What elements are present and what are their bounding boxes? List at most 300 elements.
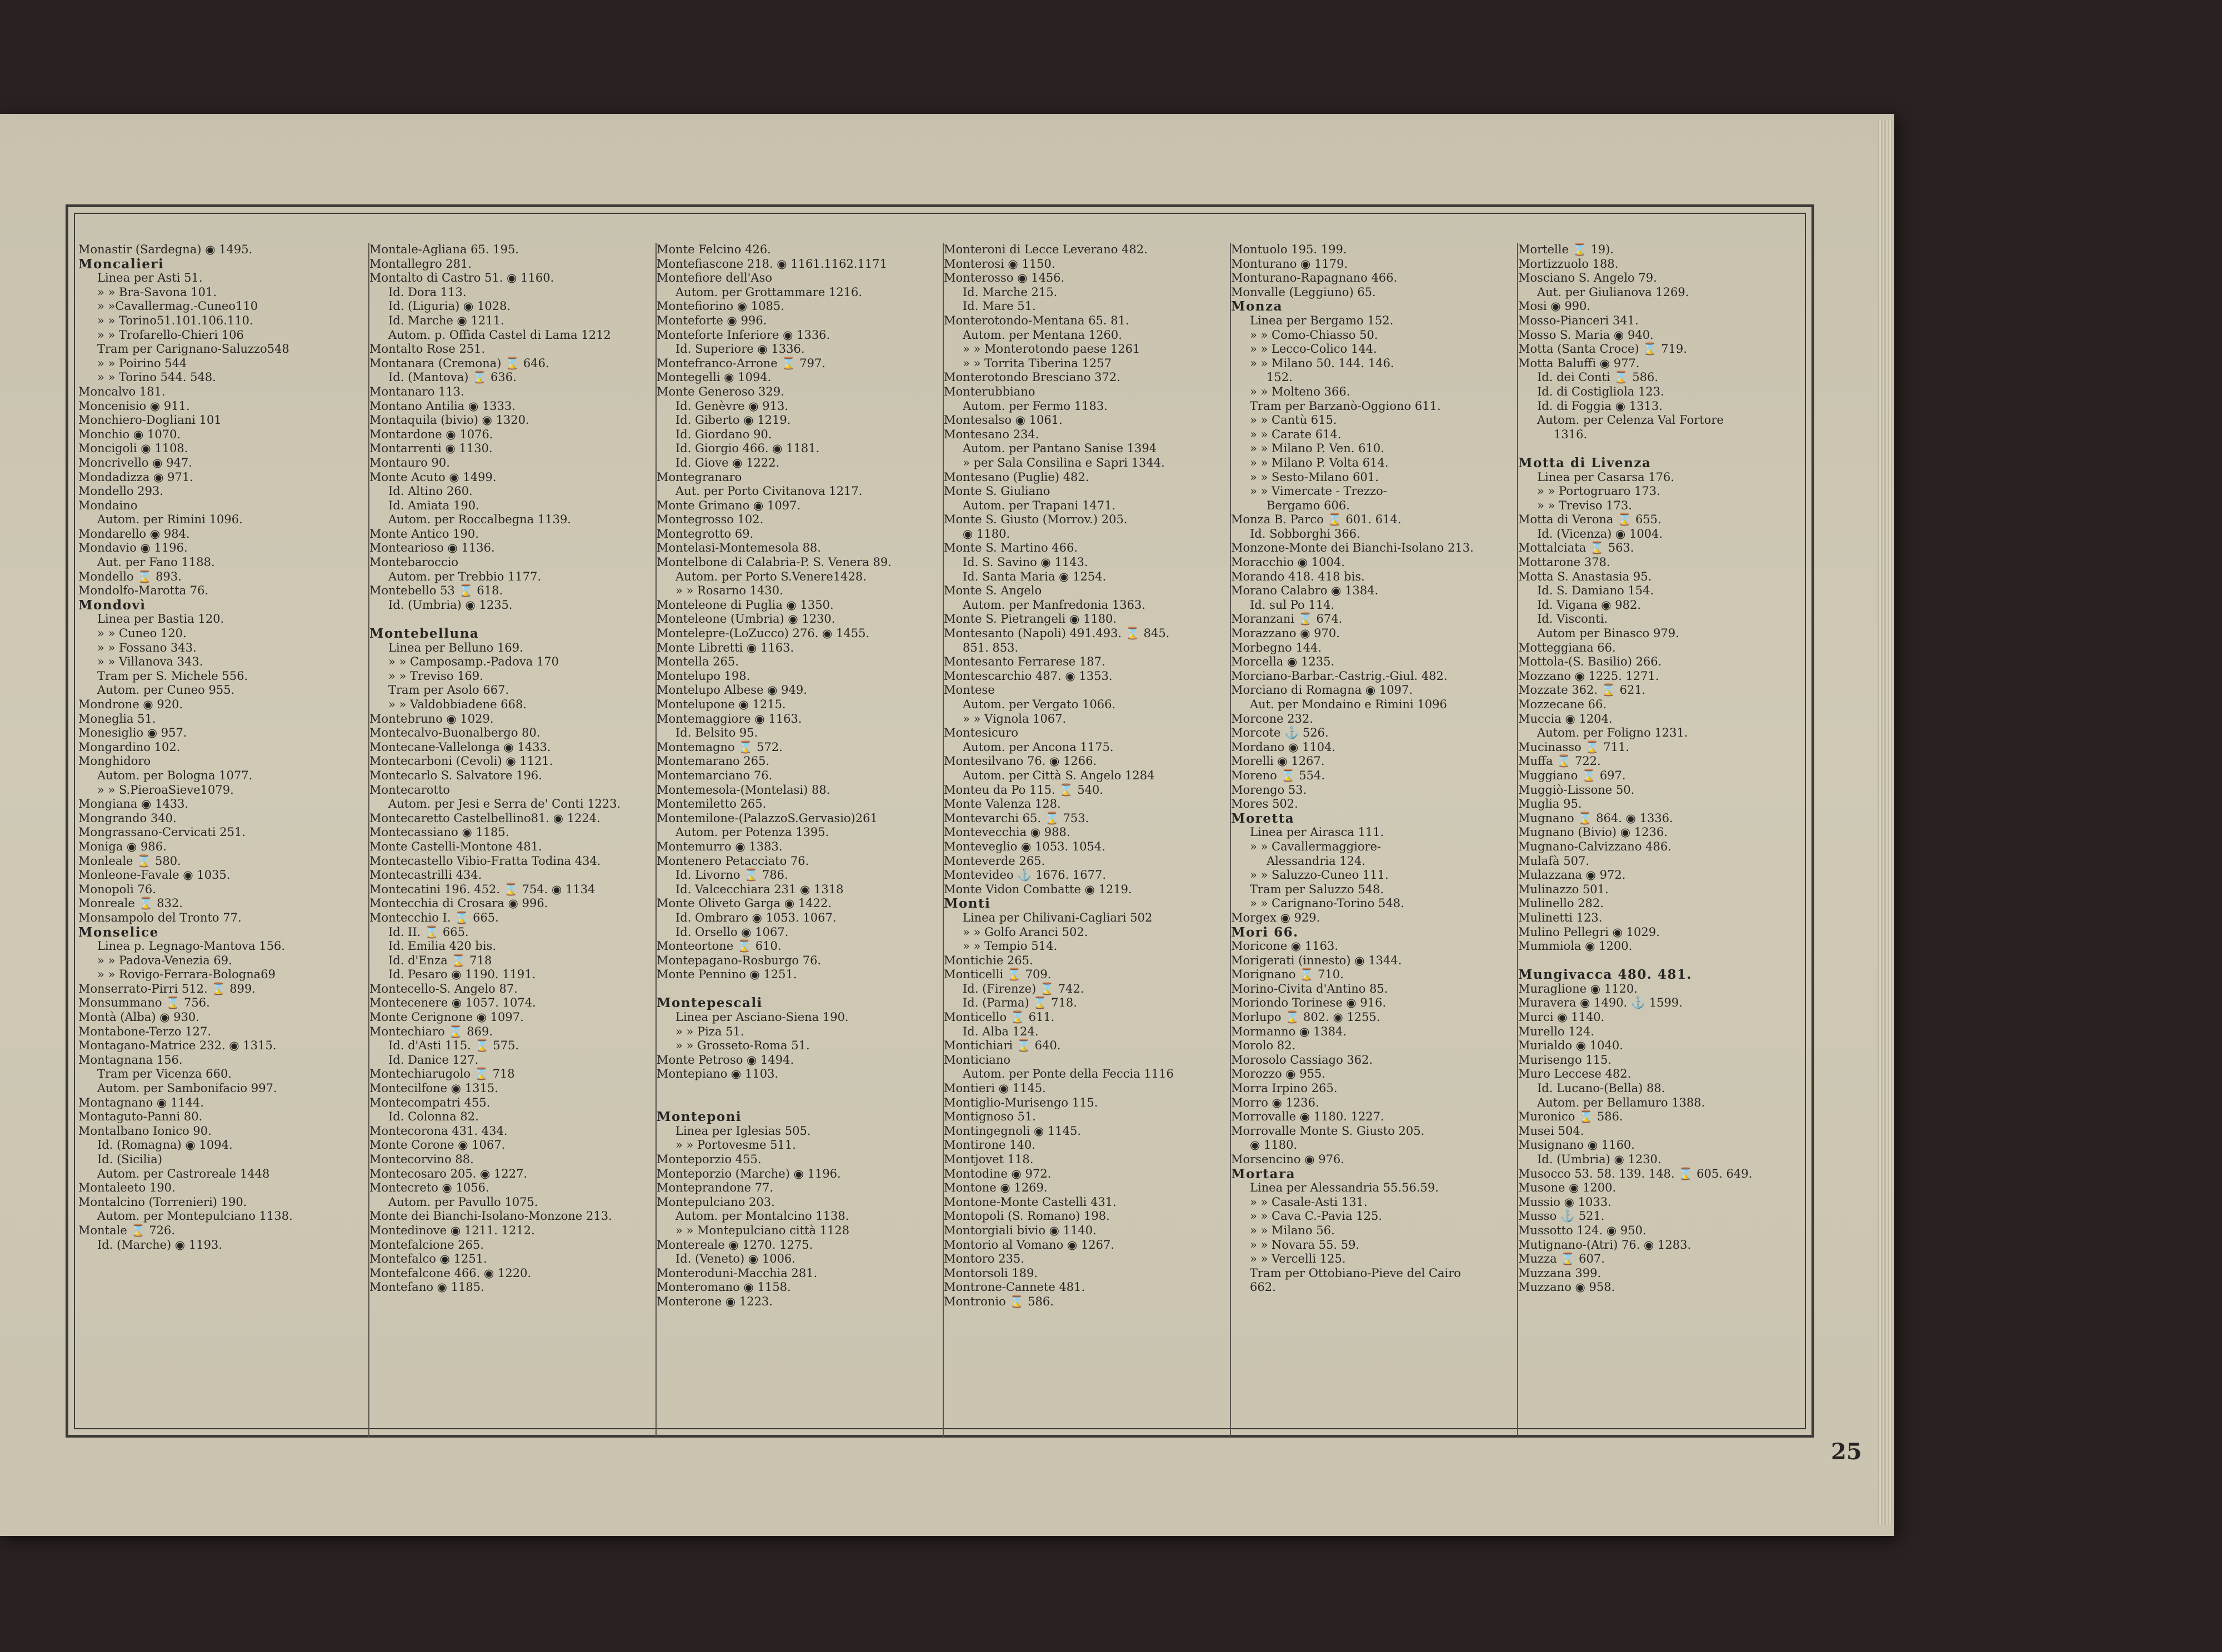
index-entry: Moranzani ⌛ 674. (1231, 612, 1343, 626)
index-entry: » » Sesto-Milano 601. (1250, 470, 1379, 484)
index-entry: » » Rovigo-Ferrara-Bologna69 (97, 968, 276, 982)
index-entry: Monreale ⌛ 832. (78, 897, 183, 910)
index-entry: Mugnano ⌛ 864. ◉ 1336. (1518, 811, 1673, 825)
index-entry: Montanara (Cremona) ⌛ 646. (369, 356, 549, 370)
index-entry: Id. (Sicilia) (97, 1153, 163, 1166)
index-entry: Montesano 234. (944, 427, 1039, 441)
index-entry: Morlupo ⌛ 802. ◉ 1255. (1231, 1010, 1380, 1024)
index-entry: Autom. per Grottammare 1216. (675, 285, 863, 299)
index-entry: » » Poirino 544 (97, 356, 187, 370)
index-entry: Montorsoli 189. (944, 1266, 1038, 1280)
index-entry: Id. Belsito 95. (675, 726, 758, 740)
index-entry: Mondaino (78, 498, 138, 512)
index-heading: Moretta (1231, 810, 1295, 826)
index-heading: Montepescali (657, 995, 763, 1011)
index-entry: Montelbone di Calabria-P. S. Venera 89. (657, 555, 892, 569)
index-entry: Montaguto-Panni 80. (78, 1110, 203, 1124)
index-entry: Id. d'Asti 115. ⌛ 575. (388, 1039, 519, 1053)
index-heading: Moncalieri (78, 256, 164, 272)
index-entry: Montepulciano 203. (657, 1195, 775, 1209)
index-entry: Id. (Umbria) ◉ 1230. (1537, 1153, 1662, 1166)
index-entry: » » Tempio 514. (963, 939, 1057, 953)
index-entry: » » Portovesme 511. (675, 1138, 796, 1152)
index-entry: Monzone-Monte dei Bianchi-Isolano 213. (1231, 541, 1474, 555)
index-entry: Montalto Rose 251. (369, 342, 486, 356)
index-entry: Id. sul Po 114. (1250, 598, 1335, 612)
index-entry: Montale ⌛ 726. (78, 1223, 176, 1237)
index-entry: Monza B. Parco ⌛ 601. 614. (1231, 513, 1402, 527)
index-entry: Linea per Airasca 111. (1250, 825, 1384, 839)
index-entry: Montale-Agliana 65. 195. (369, 243, 519, 256)
index-entry: Monleone-Favale ◉ 1035. (78, 868, 231, 882)
index-entry: Montjovet 118. (944, 1153, 1034, 1166)
index-entry: Mugnano (Bivio) ◉ 1236. (1518, 825, 1668, 839)
index-entry: Montieri ◉ 1145. (944, 1082, 1046, 1095)
index-entry: Montignoso 51. (944, 1110, 1036, 1124)
index-entry: Monturano-Rapagnano 466. (1231, 271, 1398, 285)
index-entry: Monte Corone ◉ 1067. (369, 1138, 506, 1152)
index-entry: Montecastrilli 434. (369, 868, 482, 882)
index-entry: Id. Lucano-(Bella) 88. (1537, 1082, 1665, 1095)
index-entry: Murci ◉ 1140. (1518, 1010, 1605, 1024)
index-entry: Morazzano ◉ 970. (1231, 627, 1340, 640)
index-entry: Montesilvano 76. ◉ 1266. (944, 754, 1097, 768)
index-entry: Montrone-Cannete 481. (944, 1280, 1085, 1294)
index-entry: Montone ◉ 1269. (944, 1181, 1048, 1195)
index-entry: Aut. per Fano 1188. (97, 555, 215, 569)
index-heading: Motta di Livenza (1518, 455, 1652, 470)
index-entry: Id. (Firenze) ⌛ 742. (963, 982, 1084, 995)
index-entry: Id. Danice 127. (388, 1053, 479, 1067)
index-entry: Monteu da Po 115. ⌛ 540. (944, 783, 1103, 797)
index-frame (66, 204, 1814, 1438)
index-entry: » » Milano P. Volta 614. (1250, 455, 1389, 469)
index-entry: Aut. per Mondaino e Rimini 1096 (1250, 698, 1447, 711)
index-entry: Monte S. Martino 466. (944, 541, 1078, 555)
index-entry: » » Cava C.-Pavia 125. (1250, 1209, 1383, 1223)
index-entry: Monte Petroso ◉ 1494. (657, 1053, 794, 1067)
index-entry: 152. (1267, 371, 1293, 384)
index-entry: Monterotondo-Mentana 65. 81. (944, 313, 1129, 327)
index-entry: Montecilfone ◉ 1315. (369, 1082, 498, 1095)
index-entry: Montagano-Matrice 232. ◉ 1315. (78, 1039, 277, 1053)
index-entry: Montemiletto 265. (657, 797, 767, 811)
index-entry: Tram per Saluzzo 548. (1250, 882, 1384, 896)
index-entry: Monteverde 265. (944, 854, 1045, 868)
index-entry: Muraglione ◉ 1120. (1518, 982, 1638, 995)
index-entry: Montalcino (Torrenieri) 190. (78, 1195, 247, 1209)
index-entry: Morengo 53. (1231, 783, 1307, 797)
index-entry: Montagnana 156. (78, 1053, 183, 1067)
index-entry: Montefranco-Arrone ⌛ 797. (657, 356, 825, 370)
index-entry: Montuolo 195. 199. (1231, 243, 1347, 256)
index-entry: Montevecchia ◉ 988. (944, 825, 1070, 839)
index-entry: Montecorona 431. 434. (369, 1124, 508, 1138)
index-entry: Montebello 53 ⌛ 618. (369, 584, 503, 598)
index-entry: Montecchio I. ⌛ 665. (369, 910, 499, 924)
index-entry: Montefiore dell'Aso (657, 271, 772, 285)
index-heading: Monselice (78, 924, 159, 940)
index-entry: Mozzate 362. ⌛ 621. (1518, 683, 1646, 697)
index-entry: Monte S. Angelo (944, 584, 1042, 598)
index-entry: Autom. per Jesi e Serra de' Conti 1223. (388, 797, 621, 811)
index-entry: Monterotondo Bresciano 372. (944, 371, 1120, 384)
index-entry: » » Rosarno 1430. (675, 584, 783, 598)
index-entry: Autom. per Trebbio 1177. (388, 569, 542, 583)
index-entry: Montefalcione 265. (369, 1238, 484, 1251)
index-column-3 (655, 243, 941, 1437)
index-entry: » » Milano P. Ven. 610. (1250, 442, 1384, 455)
index-column-5 (1230, 243, 1515, 1437)
index-entry: Id. Valcecchiara 231 ◉ 1318 (675, 882, 844, 896)
index-entry: » » Carignano-Torino 548. (1250, 897, 1404, 910)
index-entry: Monghidoro (78, 754, 151, 768)
index-entry: » » Vignola 1067. (963, 712, 1067, 725)
index-entry: Id. Ombraro ◉ 1053. 1067. (675, 910, 837, 924)
index-entry: Muronico ⌛ 586. (1518, 1110, 1623, 1124)
index-entry: Monterosi ◉ 1150. (944, 257, 1055, 271)
index-entry: Muzza ⌛ 607. (1518, 1252, 1605, 1266)
index-entry: » » Treviso 173. (1537, 498, 1632, 512)
index-entry: Autom. per Bologna 1077. (97, 768, 253, 782)
index-entry: Monte S. Giusto (Morrov.) 205. (944, 513, 1128, 527)
index-entry: Id. (Liguria) ◉ 1028. (388, 299, 511, 313)
index-entry: Monteromano ◉ 1158. (657, 1280, 791, 1294)
index-entry: Muccia ◉ 1204. (1518, 712, 1613, 725)
index-entry: Morro ◉ 1236. (1231, 1095, 1319, 1109)
index-entry (1518, 442, 1803, 456)
index-entry: Montalto di Castro 51. ◉ 1160. (369, 271, 554, 285)
index-entry: Monastir (Sardegna) ◉ 1495. (78, 243, 253, 256)
index-entry: Id. S. Savino ◉ 1143. (963, 555, 1088, 569)
index-entry: Montegranaro (657, 470, 742, 484)
index-entry: Montesano (Puglie) 482. (944, 470, 1089, 484)
index-entry: Monteortone ⌛ 610. (657, 939, 782, 953)
index-entry: Monte Antico 190. (369, 527, 479, 540)
index-entry: Monturano ◉ 1179. (1231, 257, 1348, 271)
index-entry: Mussotto 124. ◉ 950. (1518, 1223, 1647, 1237)
index-entry: Autom. per Manfredonia 1363. (963, 598, 1146, 612)
index-entry: Linea per Casarsa 176. (1537, 470, 1675, 484)
index-entry: Monte Libretti ◉ 1163. (657, 640, 794, 654)
index-entry: Monte Generoso 329. (657, 384, 784, 398)
index-entry: Autom per Binasco 979. (1537, 627, 1679, 640)
index-entry: Montalbano Ionico 90. (78, 1124, 212, 1138)
index-entry: Mondrone ◉ 920. (78, 698, 183, 711)
index-entry: Montanaro 113. (369, 384, 464, 398)
index-entry: Montemagno ⌛ 572. (657, 740, 783, 754)
index-entry: Montesanto (Napoli) 491.493. ⌛ 845. (944, 627, 1170, 640)
index-entry: » » Cavallermaggiore- (1250, 839, 1382, 853)
index-entry: Morano Calabro ◉ 1384. (1231, 584, 1379, 598)
index-entry: Monticiano (944, 1053, 1010, 1067)
index-entry: Morrovalle Monte S. Giusto 205. (1231, 1124, 1425, 1138)
index-entry: Monteleone (Umbria) ◉ 1230. (657, 612, 835, 626)
index-entry: Autom. per Ancona 1175. (963, 740, 1114, 754)
index-entry: Tram per S. Michele 556. (97, 669, 248, 683)
index-entry: Autom. per Foligno 1231. (1537, 726, 1688, 740)
index-entry: Motta (Santa Croce) ⌛ 719. (1518, 342, 1687, 356)
index-entry: Morignano ⌛ 710. (1231, 968, 1344, 982)
index-entry: Montagnano ◉ 1144. (78, 1095, 204, 1109)
index-entry: » » Cantù 615. (1250, 413, 1337, 427)
index-entry: Montedinove ◉ 1211. 1212. (369, 1223, 535, 1237)
index-entry: Tram per Vicenza 660. (97, 1067, 232, 1081)
index-entry: Montecenere ◉ 1057. 1074. (369, 996, 536, 1010)
index-entry: Monte Valenza 128. (944, 797, 1061, 811)
index-entry: Monte S. Pietrangeli ◉ 1180. (944, 612, 1117, 626)
index-entry: Montichiari ⌛ 640. (944, 1039, 1061, 1053)
index-entry: Id. Pesaro ◉ 1190. 1191. (388, 968, 536, 982)
index-entry: Montecassiano ◉ 1185. (369, 825, 509, 839)
index-entry: Monteroni di Lecce Leverano 482. (944, 243, 1148, 256)
index-entry: Id. Santa Maria ◉ 1254. (963, 569, 1107, 583)
index-entry: Id. Vigana ◉ 982. (1537, 598, 1642, 612)
index-entry: Mummiola ◉ 1200. (1518, 939, 1633, 953)
index-entry: Mulinazzo 501. (1518, 882, 1609, 896)
index-entry: Mortelle ⌛ 19). (1518, 243, 1614, 256)
index-entry: Muggiano ⌛ 697. (1518, 768, 1626, 782)
index-entry: Autom. per Bellamuro 1388. (1537, 1095, 1705, 1109)
index-entry: Id. di Foggia ◉ 1313. (1537, 399, 1663, 413)
index-entry: » » Bra-Savona 101. (97, 285, 217, 299)
index-entry: Montelupone ◉ 1215. (657, 698, 786, 711)
index-entry: Autom. per Celenza Val Fortore (1537, 413, 1724, 427)
index-entry: Autom. per Fermo 1183. (963, 399, 1108, 413)
index-entry: » » Treviso 169. (388, 669, 483, 683)
index-entry: Montechiaro ⌛ 869. (369, 1024, 493, 1038)
index-entry: Autom. per Trapani 1471. (963, 498, 1116, 512)
index-entry: Mozzano ◉ 1225. 1271. (1518, 669, 1659, 683)
index-entry: Monteporzio (Marche) ◉ 1196. (657, 1167, 841, 1180)
index-entry: » »Cavallermag.-Cuneo110 (97, 299, 258, 313)
index-entry: 662. (1250, 1280, 1276, 1294)
index-entry: Mortizzuolo 188. (1518, 257, 1619, 271)
index-entry: Muffa ⌛ 722. (1518, 754, 1601, 768)
index-entry: Tram per Asolo 667. (388, 683, 509, 697)
index-entry: Moracchio ◉ 1004. (1231, 555, 1345, 569)
index-heading: Monza (1231, 299, 1283, 314)
index-entry: Monterosso ◉ 1456. (944, 271, 1065, 285)
index-entry: Id. (Marche) ◉ 1193. (97, 1238, 223, 1251)
index-entry: Musignano ◉ 1160. (1518, 1138, 1635, 1152)
index-entry: Mosi ◉ 990. (1518, 299, 1591, 313)
index-entry: Morrovalle ◉ 1180. 1227. (1231, 1110, 1384, 1124)
index-entry: Monte Felcino 426. (657, 243, 771, 256)
index-entry: » » Lecco-Colico 144. (1250, 342, 1377, 356)
index-entry: Autom. per Rimini 1096. (97, 513, 243, 527)
index-entry: Morelli ◉ 1267. (1231, 754, 1325, 768)
index-entry: Morcella ◉ 1235. (1231, 655, 1335, 669)
index-entry: Montefano ◉ 1185. (369, 1280, 484, 1294)
index-entry: Montecastello Vibio-Fratta Todina 434. (369, 854, 601, 868)
index-entry: Linea per Belluno 169. (388, 640, 523, 654)
index-entry: » » Como-Chiasso 50. (1250, 328, 1378, 342)
index-entry: Montearioso ◉ 1136. (369, 541, 495, 555)
index-entry: Aut. per Porto Civitanova 1217. (675, 484, 863, 498)
index-entry: ◉ 1180. (963, 527, 1010, 540)
index-entry: Monte S. Giuliano (944, 484, 1050, 498)
index-column-1 (78, 243, 363, 1437)
index-entry (657, 982, 941, 997)
index-entry: Autom. per Pantano Sanise 1394 (963, 442, 1157, 455)
index-entry: Mores 502. (1231, 797, 1298, 811)
index-entry: Mongrando 340. (78, 811, 177, 825)
index-entry: Autom. per Cuneo 955. (97, 683, 235, 697)
index-entry: Montecorvino 88. (369, 1153, 474, 1166)
index-entry: » » Montepulciano città 1128 (675, 1223, 850, 1237)
index-entry: Mutignano-(Atri) 76. ◉ 1283. (1518, 1238, 1691, 1251)
index-entry: Id. (Mantova) ⌛ 636. (388, 371, 517, 384)
index-entry: Mordano ◉ 1104. (1231, 740, 1336, 754)
index-entry: Id. (Parma) ⌛ 718. (963, 996, 1077, 1010)
index-entry: Montepiano ◉ 1103. (657, 1067, 779, 1081)
index-entry: Morozzo ◉ 955. (1231, 1067, 1326, 1081)
index-column-6 (1517, 243, 1803, 1437)
index-entry: Id. II. ⌛ 665. (388, 925, 469, 939)
index-entry: Montelupo 198. (657, 669, 750, 683)
index-entry: Montorio al Vomano ◉ 1267. (944, 1238, 1115, 1251)
index-entry: Montecchia di Crosara ◉ 996. (369, 897, 548, 910)
index-entry: Mussio ◉ 1033. (1518, 1195, 1612, 1209)
index-entry: Mottarone 378. (1518, 555, 1610, 569)
index-entry: Id. dei Conti ⌛ 586. (1537, 371, 1658, 384)
index-entry: Morciano di Romagna ◉ 1097. (1231, 683, 1413, 697)
index-entry: Linea per Asti 51. (97, 271, 203, 285)
index-entry: Morolo 82. (1231, 1039, 1296, 1053)
index-entry: Monterone ◉ 1223. (657, 1294, 773, 1308)
index-heading: Monti (944, 896, 991, 912)
index-entry: Moneglia 51. (78, 712, 156, 725)
index-entry: 851. 853. (963, 640, 1019, 654)
index-entry: Monesiglio ◉ 957. (78, 726, 187, 740)
index-entry: Morgex ◉ 929. (1231, 910, 1320, 924)
index-entry (657, 1096, 941, 1110)
index-entry: Mondello 293. (78, 484, 164, 498)
index-entry: Autom. per Vergato 1066. (963, 698, 1116, 711)
index-entry: Autom. per Ponte della Feccia 1116 (963, 1067, 1174, 1081)
index-entry: Monteveglio ◉ 1053. 1054. (944, 839, 1105, 853)
index-entry: Muzzana 399. (1518, 1266, 1602, 1280)
index-entry: » per Sala Consilina e Sapri 1344. (963, 455, 1165, 469)
index-entry: Moricone ◉ 1163. (1231, 939, 1339, 953)
index-entry: » » Casale-Asti 131. (1250, 1195, 1368, 1209)
index-entry: Montebruno ◉ 1029. (369, 712, 494, 725)
index-entry: Monteroduni-Macchia 281. (657, 1266, 818, 1280)
index-entry: Montecane-Vallelonga ◉ 1433. (369, 740, 551, 754)
index-entry: Monteforte Inferiore ◉ 1336. (657, 328, 830, 342)
index-entry: Mosso S. Maria ◉ 940. (1518, 328, 1654, 342)
index-entry: Id. Genèvre ◉ 913. (675, 399, 789, 413)
index-entry: » » Molteno 366. (1250, 384, 1350, 398)
index-entry: Muravera ◉ 1490. ⚓ 1599. (1518, 996, 1683, 1010)
index-entry: Monte Castelli-Montone 481. (369, 839, 542, 853)
index-entry: Montecosaro 205. ◉ 1227. (369, 1167, 528, 1180)
index-entry: Id. Alba 124. (963, 1024, 1039, 1038)
index-entry: Mulafà 507. (1518, 854, 1589, 868)
index-entry: Linea per Bastia 120. (97, 612, 224, 626)
index-entry: Id. (Veneto) ◉ 1006. (675, 1252, 795, 1266)
index-entry: Montefalcone 466. ◉ 1220. (369, 1266, 532, 1280)
index-entry: Monte Vidon Combatte ◉ 1219. (944, 882, 1132, 896)
index-entry: Motta Baluffi ◉ 977. (1518, 356, 1640, 370)
index-entry: Mongiana ◉ 1433. (78, 797, 189, 811)
index-entry: » » Monterotondo paese 1261 (963, 342, 1140, 356)
index-entry: Montabone-Terzo 127. (78, 1024, 211, 1038)
index-entry: Montegrosso 102. (657, 513, 764, 527)
index-entry: Mulinello 282. (1518, 897, 1604, 910)
index-heading: Monteponi (657, 1109, 742, 1125)
index-entry: Autom. per Pavullo 1075. (388, 1195, 538, 1209)
index-entry: Autom. per Montepulciano 1138. (97, 1209, 293, 1223)
index-entry: » » Villanova 343. (97, 655, 203, 669)
index-entry: Musone ◉ 1200. (1518, 1181, 1617, 1195)
index-entry: Morbegno 144. (1231, 640, 1322, 654)
index-entry: Montepagano-Rosburgo 76. (657, 953, 822, 967)
index-entry: Moreno ⌛ 554. (1231, 768, 1325, 782)
index-entry: Monsummano ⌛ 756. (78, 996, 210, 1010)
index-entry: Montecatini 196. 452. ⌛ 754. ◉ 1134 (369, 882, 595, 896)
index-entry: Mozzecane 66. (1518, 698, 1607, 711)
index-entry: Montichie 265. (944, 953, 1033, 967)
index-entry: Id. Dora 113. (388, 285, 467, 299)
index-entry: Morra Irpino 265. (1231, 1082, 1338, 1095)
index-entry: Muro Leccese 482. (1518, 1067, 1632, 1081)
index-entry: Montereale ◉ 1270. 1275. (657, 1238, 813, 1251)
index-entry: Montemilone-(PalazzoS.Gervasio)261 (657, 811, 878, 825)
index-entry: » » Golfo Aranci 502. (963, 925, 1088, 939)
index-entry: » » Camposamp.-Padova 170 (388, 655, 559, 669)
index-heading: Mungivacca 480. 481. (1518, 967, 1692, 983)
index-entry: Montescarchio 487. ◉ 1353. (944, 669, 1113, 683)
index-entry: Mongrassano-Cervicati 251. (78, 825, 246, 839)
index-entry: Montecreto ◉ 1056. (369, 1181, 489, 1195)
index-entry: Mondavio ◉ 1196. (78, 541, 188, 555)
index-entry: Moncalvo 181. (78, 384, 166, 398)
index-entry: Monticello ⌛ 611. (944, 1010, 1055, 1024)
index-entry: Montodine ◉ 972. (944, 1167, 1052, 1180)
index-entry: Morino-Civita d'Antino 85. (1231, 982, 1388, 995)
index-entry: Monteleone di Puglia ◉ 1350. (657, 598, 834, 612)
index-entry: Montemurro ◉ 1383. (657, 839, 783, 853)
index-entry: Autom. per Mentana 1260. (963, 328, 1122, 342)
index-entry: Monteforte ◉ 996. (657, 313, 767, 327)
index-entry: Montefiorino ◉ 1085. (657, 299, 784, 313)
index-entry: Musei 504. (1518, 1124, 1584, 1138)
index-entry: Monvalle (Leggiuno) 65. (1231, 285, 1376, 299)
index-entry: ◉ 1180. (1250, 1138, 1298, 1152)
index-entry: Morciano-Barbar.-Castrig.-Giul. 482. (1231, 669, 1448, 683)
index-entry: Montaquila (bivio) ◉ 1320. (369, 413, 529, 427)
index-entry: Mondadizza ◉ 971. (78, 470, 193, 484)
index-entry: Montemesola-(Montelasi) 88. (657, 783, 830, 797)
index-entry: Morando 418. 418 bis. (1231, 569, 1365, 583)
index-entry: » » Vimercate - Trezzo- (1250, 484, 1387, 498)
index-heading: Montebelluna (369, 626, 479, 642)
index-entry: Montemarano 265. (657, 754, 770, 768)
index-entry: » » Padova-Venezia 69. (97, 953, 232, 967)
index-entry: » » Cuneo 120. (97, 627, 187, 640)
index-entry: Monterubbiano (944, 384, 1035, 398)
index-entry: Id. Superiore ◉ 1336. (675, 342, 805, 356)
index-entry: Mulino Pellegri ◉ 1029. (1518, 925, 1660, 939)
index-entry: Morsencino ◉ 976. (1231, 1153, 1344, 1166)
index-entry: » » Torrita Tiberina 1257 (963, 356, 1112, 370)
index-entry: Id. Livorno ⌛ 786. (675, 868, 788, 882)
index-entry: Motta di Verona ⌛ 655. (1518, 513, 1662, 527)
index-entry: Mulazzana ◉ 972. (1518, 868, 1626, 882)
index-entry: Montecarboni (Cevoli) ◉ 1121. (369, 754, 553, 768)
